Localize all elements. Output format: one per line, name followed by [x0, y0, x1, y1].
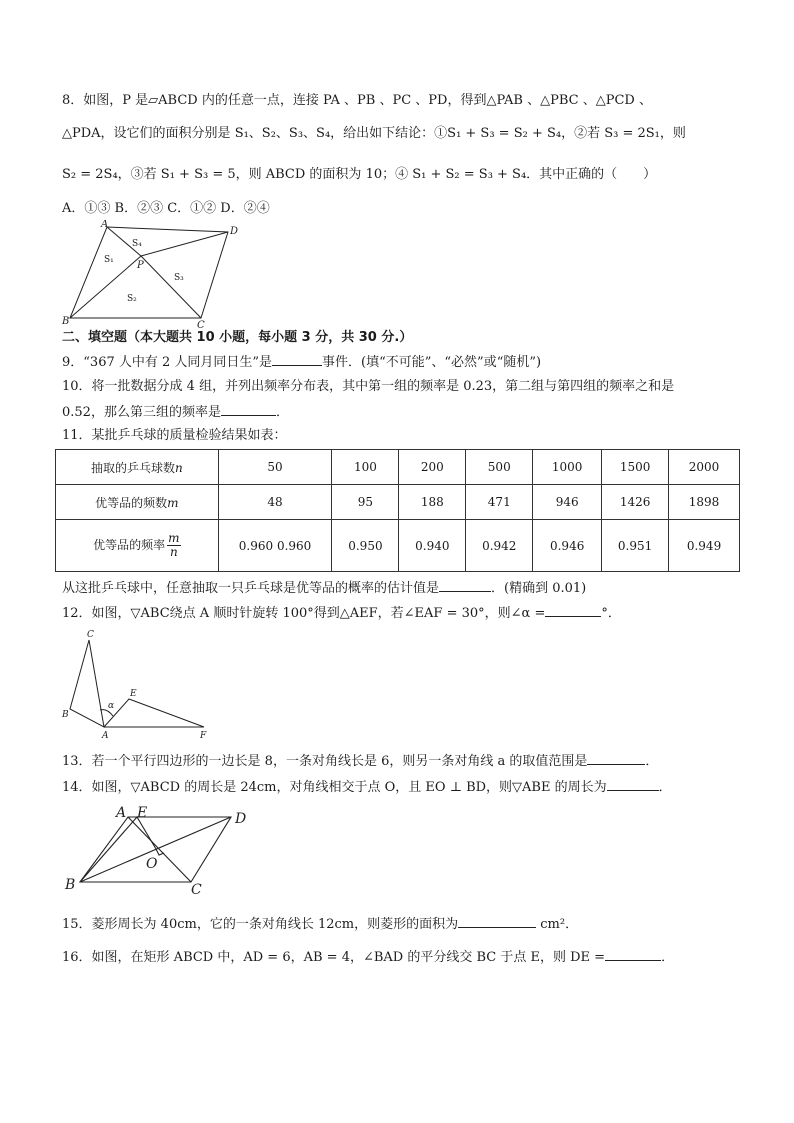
q11-answer-blank[interactable]	[439, 579, 491, 592]
q8-label-b: B	[62, 316, 70, 327]
q15-text	[62, 915, 578, 934]
table-cell: 1426	[602, 485, 669, 520]
table-cell: 500	[466, 450, 533, 485]
q13-after: ．	[645, 754, 659, 769]
q14-diagonal-bd	[80, 817, 231, 882]
q14-before: 14．如图，▽ABCD 的周长是 24cm，对角线相交于点 O，且 EO ⊥ BD，则▽ABE 的周长为	[62, 780, 607, 795]
q16-text	[62, 948, 674, 967]
q14-text	[62, 778, 672, 797]
q14-segment-be	[80, 817, 137, 882]
q8-label-s2: S₂	[127, 294, 137, 304]
q8-segment-pc	[141, 256, 201, 318]
q12-label-f: F	[200, 731, 207, 741]
q8-segment-pd	[141, 232, 228, 256]
q8-line3: S₂ = 2S₄，③若 S₁ + S₃ = 5，则 ABCD 的面积为 10；④ S₁ + S₂ = S₃ + S₄．其中正确的（ ）	[62, 167, 657, 182]
table-cell: 0.946	[533, 520, 602, 572]
table-cell: 0.960 0.960	[218, 520, 332, 572]
q11-question	[62, 579, 586, 598]
q9-text	[62, 353, 541, 372]
q14-parallelogram-figure	[62, 801, 262, 896]
table-cell: 0.949	[669, 520, 740, 572]
q12-text	[62, 604, 621, 623]
q14-label-b: B	[65, 877, 76, 893]
q11-quality-table	[55, 449, 740, 572]
q13-text	[62, 752, 658, 771]
q14-answer-blank[interactable]	[607, 778, 659, 791]
q13-answer-blank[interactable]	[587, 752, 645, 765]
q16-answer-blank[interactable]	[605, 948, 661, 961]
q14-label-d: D	[235, 811, 247, 827]
q11-row1-label: 抽取的乒乓球数n	[56, 450, 219, 485]
q10-answer-blank[interactable]	[221, 403, 276, 416]
table-cell: 100	[332, 450, 399, 485]
q12-label-alpha: α	[108, 701, 115, 711]
q12-answer-blank[interactable]	[545, 604, 601, 617]
q11-row2-label: 优等品的频数m	[56, 485, 219, 520]
q14-label-c: C	[191, 882, 202, 896]
q12-label-a: A	[102, 731, 109, 741]
q8-label-p: P	[137, 260, 144, 271]
table-cell: 946	[533, 485, 602, 520]
q11-row-sampled	[56, 450, 740, 485]
table-cell: 1500	[602, 450, 669, 485]
q10-line2	[62, 403, 289, 422]
q12-before: 12．如图，▽ABC绕点 A 顺时针旋转 100°得到△AEF，若∠EAF = 30°，则∠α =	[62, 606, 546, 621]
q14-label-e: E	[137, 805, 148, 821]
q8-line1: 8．如图，P 是▱ABCD 内的任意一点，连接 PA 、PB 、PC 、PD，得到△PAB 、△PBC 、△PCD 、	[62, 93, 652, 108]
table-cell: 471	[466, 485, 533, 520]
q11-intro: 11．某批乒乓球的质量检验结果如表：	[62, 428, 287, 443]
q8-label-d: D	[230, 226, 239, 237]
q8-label-c: C	[197, 320, 205, 330]
q12-after: °．	[601, 606, 621, 621]
q8-label-s1: S₁	[104, 255, 114, 265]
q14-label-a: A	[116, 805, 127, 821]
q11-row3-label: 优等品的频率 $\frac{m}{n}$	[56, 520, 219, 572]
q9-answer-blank[interactable]	[272, 353, 322, 366]
q11-after-after: ．(精确到 0.01)	[491, 581, 587, 596]
q16-before: 16．如图，在矩形 ABCD 中，AD = 6，AB = 4，∠BAD 的平分线交 BC 于点 E，则 DE =	[62, 950, 606, 965]
section2-heading: 二、填空题（本大题共 10 小题，每小题 3 分，共 30 分.）	[62, 330, 413, 345]
table-cell: 48	[218, 485, 332, 520]
table-cell: 200	[399, 450, 466, 485]
q8-label-s4: S₄	[132, 239, 142, 249]
q8-parallelogram	[70, 227, 228, 318]
table-cell: 50	[218, 450, 332, 485]
q10-line2-before: 0.52，那么第三组的频率是	[62, 405, 221, 420]
table-cell: 95	[332, 485, 399, 520]
q15-after: cm²．	[540, 917, 579, 932]
q12-triangle-abc	[70, 640, 104, 727]
table-cell: 188	[399, 485, 466, 520]
q11-row-frequency-rate	[56, 520, 740, 572]
q15-answer-blank[interactable]	[458, 915, 536, 928]
q10-line1: 10．将一批数据分成 4 组，并列出频率分布表，其中第一组的频率是 0.23，第二组与第四组的频率之和是	[62, 379, 675, 394]
table-cell: 0.950	[332, 520, 399, 572]
table-cell: 1000	[533, 450, 602, 485]
q11-after-before: 从这批乒乓球中，任意抽取一只乒乓球是优等品的概率的估计值是	[62, 581, 440, 596]
q8-options: A．①③ B．②③ C．①② D．②④	[62, 201, 270, 216]
table-cell: 0.940	[399, 520, 466, 572]
q8-parallelogram-figure	[60, 220, 250, 330]
q8-line2: △PDA，设它们的面积分别是 S₁、S₂、S₃、S₄，给出如下结论：①S₁ + S₃ = S₂ + S₄，②若 S₃ = 2S₁，则	[62, 126, 686, 141]
q12-label-b: B	[62, 710, 69, 720]
q12-rotation-figure	[58, 626, 218, 741]
q14-after: ．	[658, 780, 672, 795]
q10-line2-after: ．	[275, 405, 289, 420]
q12-label-c: C	[87, 630, 94, 640]
q11-fraction: $\frac{m}{n}$	[168, 531, 180, 559]
q9-before: 9．“367 人中有 2 人同月同日生”是	[62, 355, 273, 370]
table-cell: 0.951	[602, 520, 669, 572]
q8-label-s3: S₃	[174, 273, 184, 283]
q14-diagonal-ac	[128, 817, 191, 882]
q12-triangle-aef	[104, 699, 204, 727]
q11-row-frequency-count	[56, 485, 740, 520]
table-cell: 2000	[669, 450, 740, 485]
table-cell: 1898	[669, 485, 740, 520]
table-cell: 0.942	[466, 520, 533, 572]
q9-after: 事件．(填“不可能”、“必然”或“随机”)	[322, 355, 542, 370]
q13-before: 13．若一个平行四边形的一边长是 8，一条对角线长是 6，则另一条对角线 a 的取值范围是	[62, 754, 588, 769]
q12-label-e: E	[130, 689, 137, 699]
q8-label-a: A	[101, 220, 109, 230]
q8-segment-pb	[70, 256, 141, 318]
q14-label-o: O	[146, 856, 158, 872]
q14-segment-eo	[137, 817, 156, 849]
q15-before: 15．菱形周长为 40cm，它的一条对角线长 12cm，则菱形的面积为	[62, 917, 459, 932]
q16-after: ．	[661, 950, 675, 965]
